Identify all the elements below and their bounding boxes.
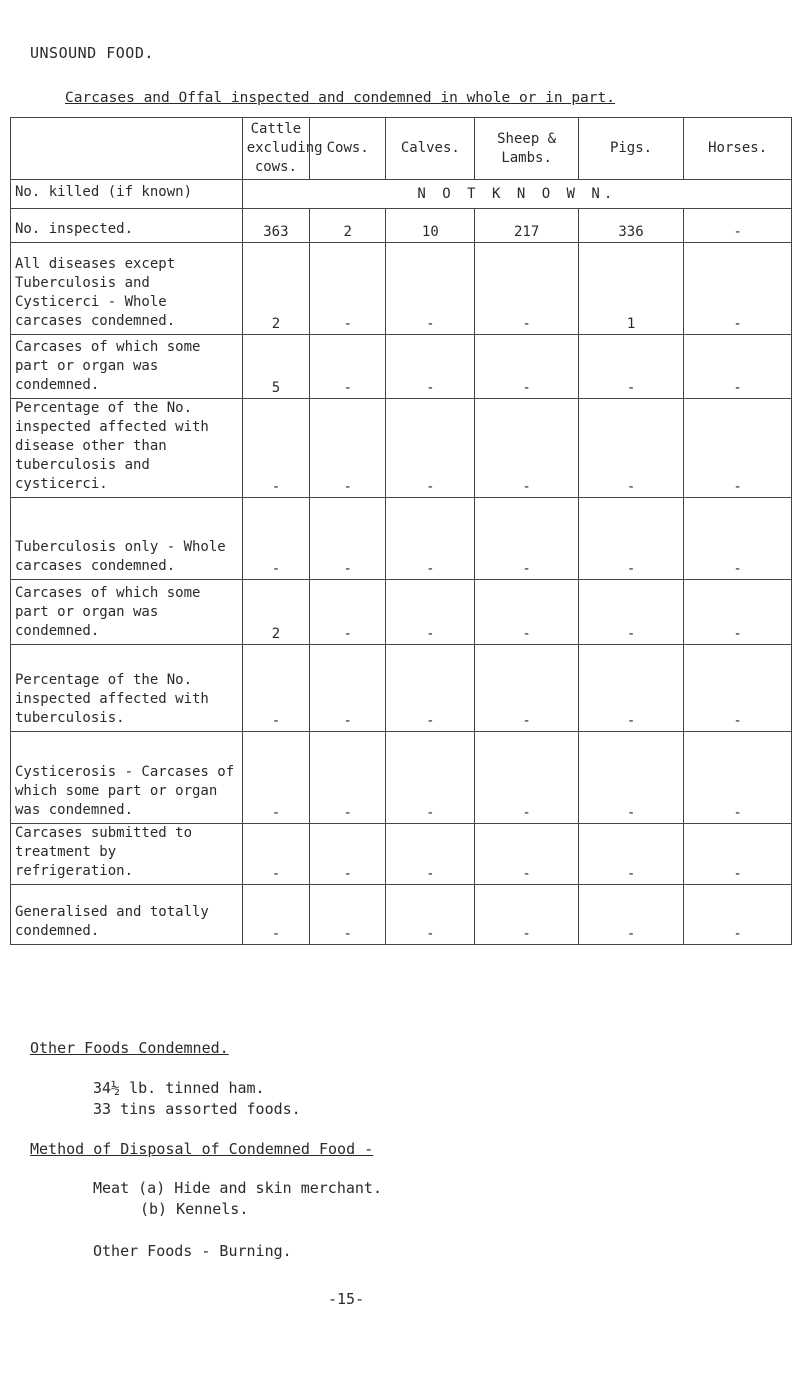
cell-value: - xyxy=(475,732,578,824)
cell-value: - xyxy=(242,645,309,732)
disposal-meat-b: (b) Kennels. xyxy=(140,1200,249,1218)
other-foods-title: Other Foods Condemned. xyxy=(30,1039,229,1057)
cell-value: - xyxy=(475,885,578,945)
cell-value: - xyxy=(475,824,578,885)
row-label: Percentage of the No. inspected affected with disease other than tuberculosis and cysticerci. xyxy=(11,399,243,498)
disposal-title: Method of Disposal of Condemned Food - xyxy=(30,1140,374,1158)
cell-value: 363 xyxy=(242,209,309,243)
cell-value: - xyxy=(386,498,475,580)
cell-value: - xyxy=(310,824,386,885)
row-label: Tuberculosis only - Whole carcases condemned. xyxy=(11,498,243,580)
cell-value: - xyxy=(310,580,386,645)
cell-value: - xyxy=(386,335,475,399)
table-row-all-diseases-whole xyxy=(11,243,792,335)
row-label: All diseases except Tuberculosis and Cysticerci - Whole carcases condemned. xyxy=(11,243,243,335)
header-sheep-lambs: Sheep & Lambs. xyxy=(475,118,578,180)
cell-value: - xyxy=(310,498,386,580)
row-label: No. inspected. xyxy=(11,209,243,243)
cell-value: - xyxy=(578,498,684,580)
cell-value: - xyxy=(475,580,578,645)
row-label: Carcases of which some part or organ was condemned. xyxy=(11,335,243,399)
cell-value: - xyxy=(386,645,475,732)
cell-value: - xyxy=(386,885,475,945)
unsound-food-table xyxy=(10,117,792,945)
cell-value: - xyxy=(684,498,792,580)
cell-value: - xyxy=(242,399,309,498)
cell-value: - xyxy=(684,243,792,335)
header-cattle: Cattle excluding cows. xyxy=(242,118,309,180)
other-food-item: 33 tins assorted foods. xyxy=(93,1100,301,1118)
other-food-item: 34½ lb. tinned ham. xyxy=(93,1079,265,1097)
header-cows: Cows. xyxy=(310,118,386,180)
cell-value: - xyxy=(578,580,684,645)
table-row-killed xyxy=(11,180,792,209)
table-row-tb-percentage xyxy=(11,645,792,732)
cell-value: - xyxy=(242,498,309,580)
cell-value: - xyxy=(386,732,475,824)
table-row-inspected xyxy=(11,209,792,243)
table-subtitle: Carcases and Offal inspected and condemned in whole or in part. xyxy=(65,90,615,106)
row-label: Carcases submitted to treatment by refrigeration. xyxy=(11,824,243,885)
disposal-meat-a: Meat (a) Hide and skin merchant. xyxy=(93,1179,382,1197)
cell-value: - xyxy=(578,645,684,732)
cell-value: - xyxy=(578,335,684,399)
table-row-tb-part xyxy=(11,580,792,645)
cell-value: 10 xyxy=(386,209,475,243)
cell-value: - xyxy=(310,732,386,824)
cell-value: - xyxy=(310,335,386,399)
header-horses: Horses. xyxy=(684,118,792,180)
cell-value: - xyxy=(386,824,475,885)
cell-value: - xyxy=(578,732,684,824)
cell-value: - xyxy=(578,399,684,498)
cell-value: 217 xyxy=(475,209,578,243)
cell-value: - xyxy=(310,399,386,498)
cell-value: - xyxy=(242,732,309,824)
cell-value: - xyxy=(386,580,475,645)
table-row-all-diseases-percentage xyxy=(11,399,792,498)
cell-value: - xyxy=(475,498,578,580)
table-row-cysticerosis-generalised xyxy=(11,885,792,945)
cell-value: - xyxy=(684,885,792,945)
cell-value: - xyxy=(475,243,578,335)
cell-value: - xyxy=(684,645,792,732)
cell-value: 2 xyxy=(310,209,386,243)
cell-value: - xyxy=(310,243,386,335)
table-header-row xyxy=(11,118,792,180)
cell-value: - xyxy=(386,243,475,335)
cell-value: - xyxy=(684,580,792,645)
table-row-tb-whole xyxy=(11,498,792,580)
cell-value: - xyxy=(684,209,792,243)
cell-value: - xyxy=(578,885,684,945)
cell-value: - xyxy=(310,885,386,945)
page-number: -15- xyxy=(328,1290,365,1308)
cell-value: - xyxy=(386,399,475,498)
header-calves: Calves. xyxy=(386,118,475,180)
header-blank xyxy=(11,118,243,180)
cell-value: - xyxy=(242,885,309,945)
cell-value: 336 xyxy=(578,209,684,243)
cell-value: - xyxy=(475,399,578,498)
row-label: Generalised and totally condemned. xyxy=(11,885,243,945)
row-label: Percentage of the No. inspected affected with tuberculosis. xyxy=(11,645,243,732)
table-row-cysticerosis-part xyxy=(11,732,792,824)
cell-value: 2 xyxy=(242,243,309,335)
cell-value: - xyxy=(684,732,792,824)
row-label: Cysticerosis - Carcases of which some part or organ was condemned. xyxy=(11,732,243,824)
cell-value: - xyxy=(475,645,578,732)
row-label: Carcases of which some part or organ was condemned. xyxy=(11,580,243,645)
killed-note: N O T K N O W N. xyxy=(242,180,791,209)
page-title: UNSOUND FOOD. xyxy=(30,44,154,62)
disposal-other: Other Foods - Burning. xyxy=(93,1242,292,1260)
table-row-cysticerosis-refrigeration xyxy=(11,824,792,885)
cell-value: - xyxy=(475,335,578,399)
cell-value: 2 xyxy=(242,580,309,645)
cell-value: - xyxy=(684,824,792,885)
cell-value: - xyxy=(242,824,309,885)
header-pigs: Pigs. xyxy=(578,118,684,180)
cell-value: - xyxy=(578,824,684,885)
cell-value: - xyxy=(310,645,386,732)
cell-value: - xyxy=(684,335,792,399)
cell-value: 1 xyxy=(578,243,684,335)
cell-value: - xyxy=(684,399,792,498)
killed-label: No. killed (if known) xyxy=(11,180,243,209)
cell-value: 5 xyxy=(242,335,309,399)
table-row-all-diseases-part xyxy=(11,335,792,399)
